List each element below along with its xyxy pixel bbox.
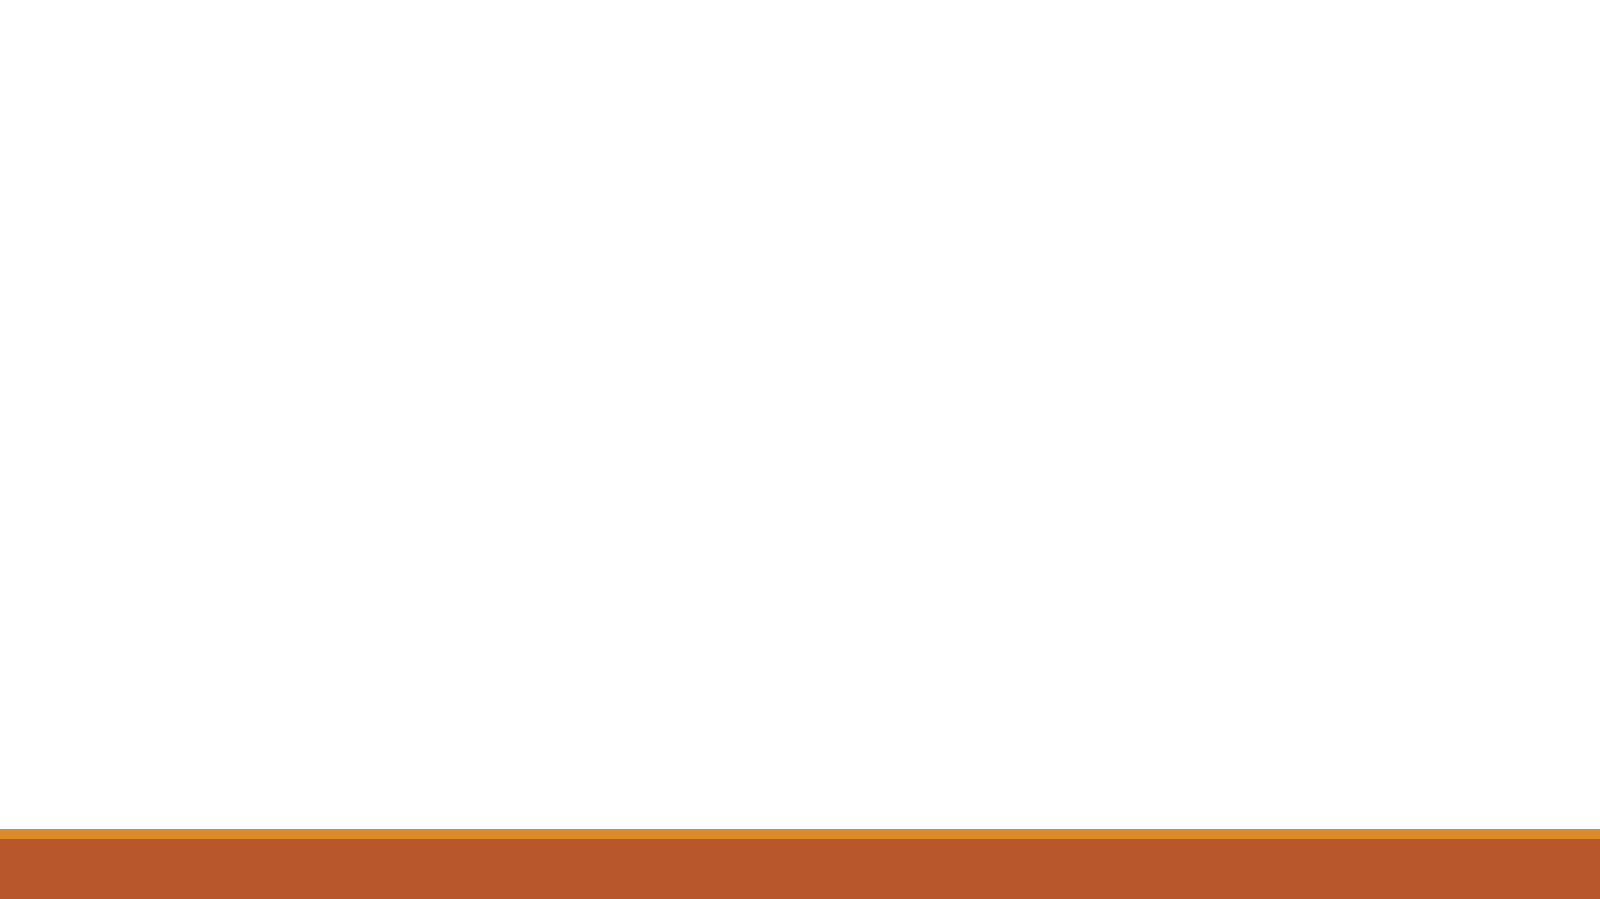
footer-band <box>0 839 1600 899</box>
accent-stripe <box>0 829 1600 839</box>
